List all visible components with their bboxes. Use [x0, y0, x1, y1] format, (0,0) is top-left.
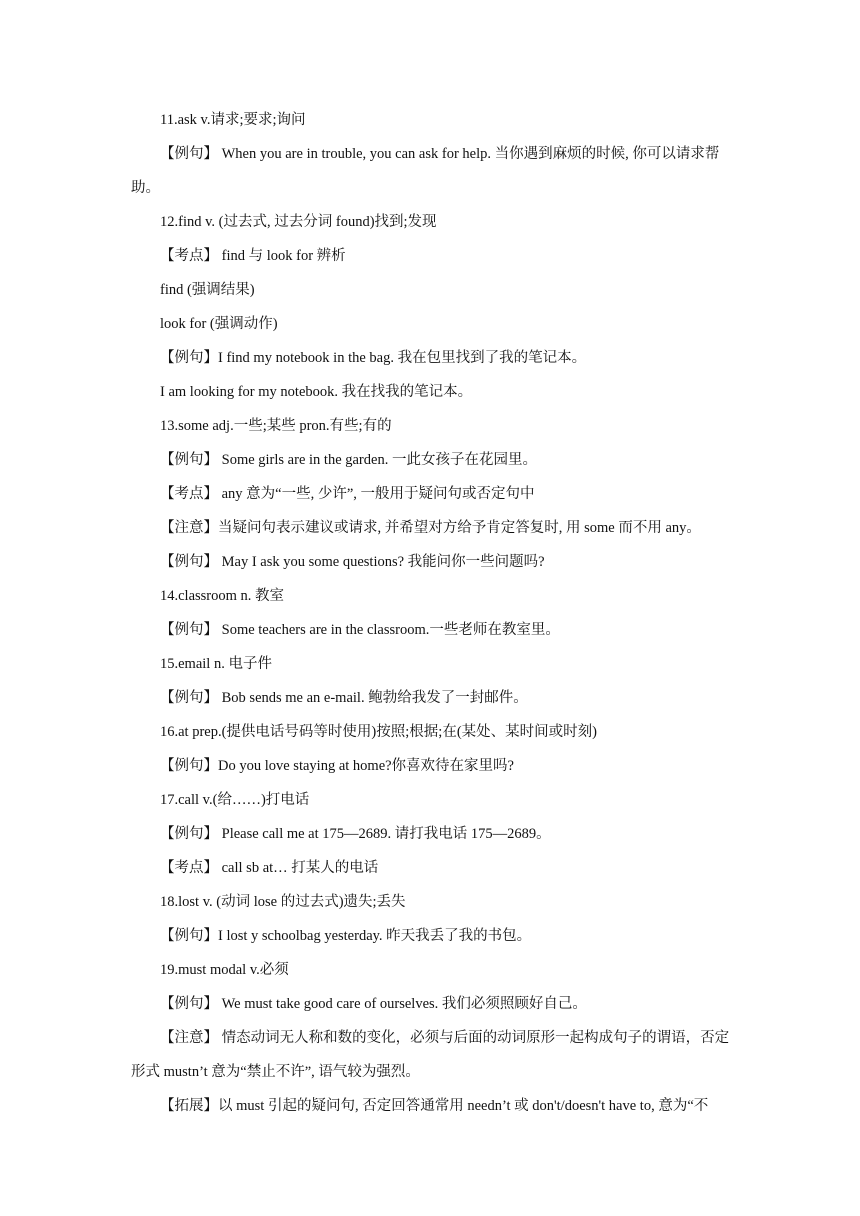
example-sentence: 【例句】 Please call me at 175—2689. 请打我电话 175—2689。 [160, 826, 551, 842]
entry-heading-call: 17.call v.(给……)打电话 [160, 792, 310, 808]
example-sentence [131, 137, 731, 205]
extension-note: 【拓展】以 must 引起的疑问句, 否定回答通常用 needn’t 或 don't/doesn't have to, 意为“不 [160, 1098, 709, 1114]
entry-heading-some: 13.some adj.一些;某些 pron.有些;有的 [160, 418, 392, 434]
key-point: 【考点】 call sb at… 打某人的电话 [160, 860, 379, 876]
vocabulary-notes [131, 110, 731, 1130]
entry-heading-must: 19.must modal v.必须 [160, 962, 289, 978]
entry-heading-lost: 18.lost v. (动词 lose 的过去式)遗失;丢失 [160, 894, 406, 910]
entry-heading-email: 15.email n. 电子件 [160, 656, 272, 672]
key-point: 【考点】 any 意为“一些, 少许”, 一般用于疑问句或否定句中 [160, 486, 535, 502]
attention-note-text: 【注意】 情态动词无人称和数的变化，必须与后面的动词原形一起构成句子的谓语，否定形式 mustn’t 意为“禁止不许”, 语气较为强烈。 [131, 1030, 730, 1080]
usage-note: find (强调结果) [160, 282, 255, 298]
example-sentence: 【例句】Do you love staying at home?你喜欢待在家里吗? [160, 758, 514, 774]
attention-note [131, 1021, 731, 1089]
entry-heading-ask: 11.ask v.请求;要求;询问 [160, 112, 306, 128]
example-sentence: 【例句】 May I ask you some questions? 我能问你一些问题吗? [160, 554, 545, 570]
example-sentence: 【例句】 Some teachers are in the classroom.一些老师在教室里。 [160, 622, 560, 638]
example-sentence: 【例句】 We must take good care of ourselves. 我们必须照顾好自己。 [160, 996, 587, 1012]
example-sentence: 【例句】I lost y schoolbag yesterday. 昨天我丢了我的书包。 [160, 928, 532, 944]
entry-heading-classroom: 14.classroom n. 教室 [160, 588, 285, 604]
example-sentence: I am looking for my notebook. 我在找我的笔记本。 [160, 384, 473, 400]
example-sentence: 【例句】 Bob sends me an e-mail. 鲍勃给我发了一封邮件。 [160, 690, 528, 706]
example-sentence: 【例句】I find my notebook in the bag. 我在包里找到了我的笔记本。 [160, 350, 587, 366]
entry-heading-at: 16.at prep.(提供电话号码等时使用)按照;根据;在(某处、某时间或时刻) [160, 724, 597, 740]
example-sentence-text: 【例句】 When you are in trouble, you can ask for help. 当你遇到麻烦的时候, 你可以请求帮助。 [131, 146, 720, 196]
entry-heading-find: 12.find v. (过去式, 过去分词 found)找到;发现 [160, 214, 437, 230]
key-point: 【考点】 find 与 look for 辨析 [160, 248, 346, 264]
example-sentence: 【例句】 Some girls are in the garden. 一此女孩子在花园里。 [160, 452, 537, 468]
attention-note: 【注意】当疑问句表示建议或请求, 并希望对方给予肯定答复时, 用 some 而不用 any。 [160, 520, 701, 536]
usage-note: look for (强调动作) [160, 316, 278, 332]
